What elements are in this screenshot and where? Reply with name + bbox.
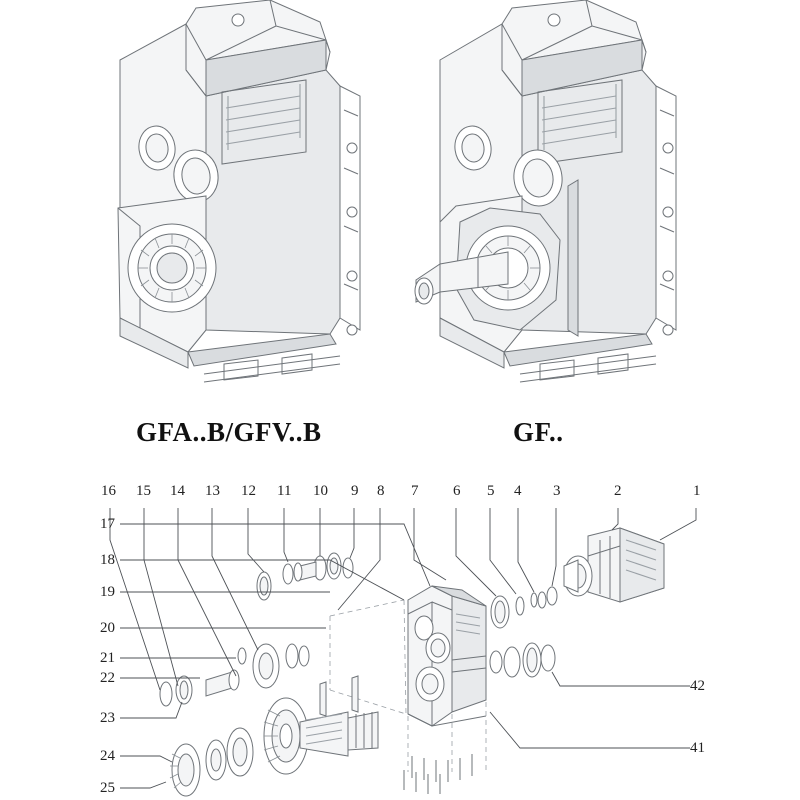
callout-7: 7 (411, 483, 419, 499)
callout-41: 41 (690, 740, 705, 756)
callout-3: 3 (553, 483, 561, 499)
left-assembly-drawing (118, 0, 360, 382)
model-label-left: GFA..B/GFV..B (136, 417, 322, 447)
callout-5: 5 (487, 483, 495, 499)
leader-lines-right (490, 672, 690, 748)
small-parts-mid-left (160, 644, 309, 706)
callout-4: 4 (514, 483, 522, 499)
rings-group-right (490, 587, 557, 677)
callout-18: 18 (100, 552, 115, 568)
callout-13: 13 (205, 483, 220, 499)
callout-11: 11 (277, 483, 292, 499)
callout-10: 10 (313, 483, 328, 499)
callout-15: 15 (136, 483, 151, 499)
callout-2: 2 (614, 483, 622, 499)
callout-1: 1 (693, 483, 701, 499)
callout-16: 16 (101, 483, 116, 499)
callout-19: 19 (100, 584, 115, 600)
gear-and-shaft (170, 676, 378, 796)
fastener-group (404, 770, 440, 794)
callout-14: 14 (170, 483, 185, 499)
right-assembly-drawing (415, 0, 676, 382)
callout-42: 42 (690, 678, 705, 694)
exploded-view-drawing (110, 508, 696, 796)
callout-24: 24 (100, 748, 115, 764)
callout-22: 22 (100, 670, 115, 686)
callout-8: 8 (377, 483, 385, 499)
callout-12: 12 (241, 483, 256, 499)
callout-17: 17 (100, 516, 115, 532)
callout-20: 20 (100, 620, 115, 636)
callout-21: 21 (100, 650, 115, 666)
callout-25: 25 (100, 780, 115, 796)
callout-23: 23 (100, 710, 115, 726)
model-label-right: GF.. (513, 417, 564, 447)
callout-6: 6 (453, 483, 461, 499)
motor-adapter (564, 528, 664, 602)
callout-9: 9 (351, 483, 359, 499)
